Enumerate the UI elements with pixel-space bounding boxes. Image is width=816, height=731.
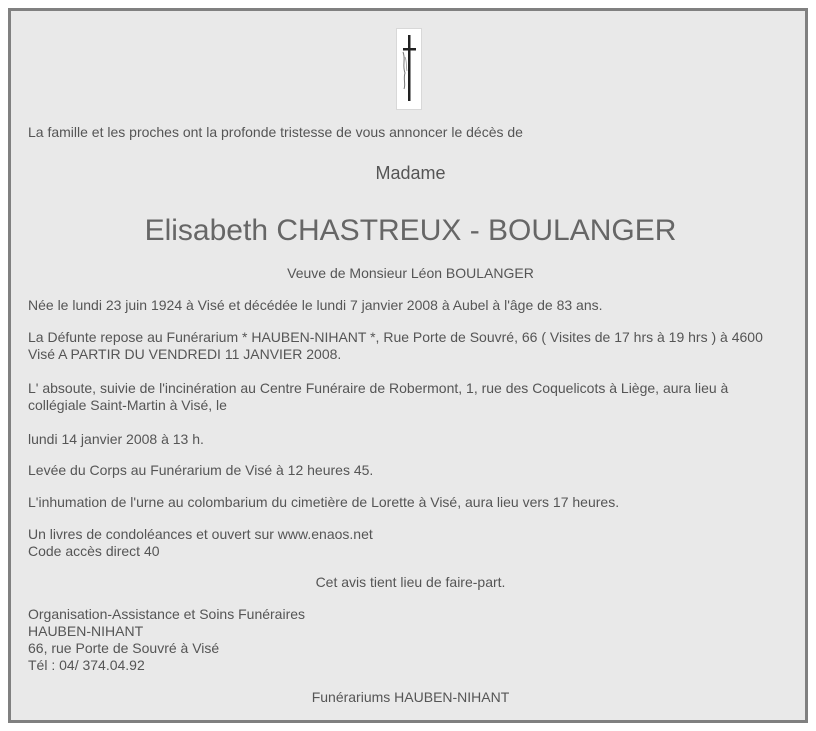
- birth-death-text: Née le lundi 23 juin 1924 à Visé et décédée le lundi 7 janvier 2008 à Aubel à l'âge de 83 ans.: [28, 297, 603, 313]
- levee-text: Levée du Corps au Funérarium de Visé à 12 heures 45.: [28, 462, 374, 478]
- organisation-line-2: HAUBEN-NIHANT: [28, 623, 144, 639]
- obituary-frame: [8, 8, 808, 723]
- organisation-block: [28, 606, 793, 674]
- absoute-paragraph: [28, 380, 793, 414]
- rest-line-2: Visé A PARTIR DU VENDREDI 11 JANVIER 2008.: [28, 346, 342, 362]
- organisation-line-3: 66, rue Porte de Souvré à Visé: [28, 640, 220, 656]
- emblem: [396, 28, 422, 110]
- inhumation-text: L'inhumation de l'urne au colombarium du cimetière de Lorette à Visé, aura lieu vers 17 heures.: [28, 494, 620, 510]
- widow-text: Veuve de Monsieur Léon BOULANGER: [287, 265, 534, 281]
- cross-icon: [397, 29, 421, 109]
- absoute-line-1: L' absoute, suivie de l'incinération au Centre Funéraire de Robermont, 1, rue des Coquelicots à Liège, aura lieu à: [28, 380, 729, 396]
- footer-text: Funérariums HAUBEN-NIHANT: [311, 689, 510, 705]
- condolences-line-2: Code accès direct 40: [28, 543, 160, 559]
- intro-text: La famille et les proches ont la profonde tristesse de vous annoncer le décès de: [28, 124, 523, 140]
- rest-paragraph: [28, 329, 793, 363]
- rest-line-1: La Défunte repose au Funérarium * HAUBEN-NIHANT *, Rue Porte de Souvré, 66 ( Visites de 17 hrs à 19 hrs ) à 4600: [28, 329, 763, 345]
- condolences-paragraph: [28, 526, 793, 560]
- deceased-name: Elisabeth CHASTREUX - BOULANGER: [144, 214, 677, 247]
- organisation-line-1: Organisation-Assistance et Soins Funéraires: [28, 606, 306, 622]
- ceremony-date: lundi 14 janvier 2008 à 13 h.: [28, 431, 204, 447]
- condolences-line-1: Un livres de condoléances et ouvert sur www.enaos.net: [28, 526, 373, 542]
- notice-text: Cet avis tient lieu de faire-part.: [315, 574, 506, 590]
- absoute-line-2: collégiale Saint-Martin à Visé, le: [28, 397, 227, 413]
- organisation-phone: Tél : 04/ 374.04.92: [28, 657, 145, 673]
- salutation: Madame: [375, 163, 446, 183]
